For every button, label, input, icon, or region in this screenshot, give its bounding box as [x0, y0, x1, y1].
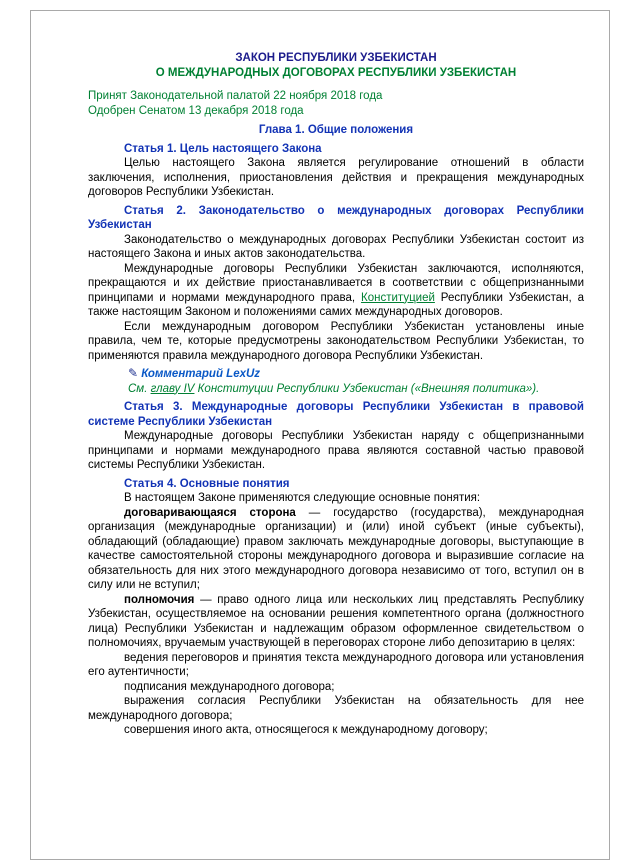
- comment-label-text: Комментарий LexUz: [141, 368, 261, 380]
- pencil-icon: ✎: [128, 366, 139, 380]
- paragraph-segment: См.: [128, 382, 151, 395]
- article-4-item-3: выражения согласия Республики Узбекистан на обязательность для нее международного договора;: [88, 695, 584, 722]
- approved-line: Одобрен Сенатом 13 декабря 2018 года: [88, 104, 304, 117]
- article-4-item-4: совершения иного акта, относящегося к международному договору;: [124, 724, 488, 736]
- article-2-paragraph-1: Законодательство о международных договорах Республики Узбекистан состоит из настоящего Закона и иных актов законодательства.: [88, 233, 584, 260]
- article-2-paragraph-2: [88, 262, 584, 320]
- paragraph-segment: Международные договоры Республики Узбекистан заключаются, исполняются, прекращаются и их действие приостанавливается в соответствии с общепризнанными принципами и нормами международного права,: [88, 262, 584, 304]
- article-4-item-1: ведения переговоров и принятия текста международного договора или установления его аутентичности;: [88, 651, 584, 678]
- law-subtitle: О МЕЖДУНАРОДНЫХ ДОГОВОРАХ РЕСПУБЛИКИ УЗБЕКИСТАН: [155, 66, 517, 79]
- chapter-1-heading: Глава 1. Общие положения: [258, 124, 414, 136]
- paragraph-segment: Конституции Республики Узбекистан («Внешняя политика»).: [194, 382, 540, 395]
- article-4-intro: В настоящем Законе применяются следующие основные понятия:: [124, 492, 481, 504]
- article-4-heading: Статья 4. Основные понятия: [124, 477, 290, 490]
- article-3-heading: Статья 3. Международные договоры Республики Узбекистан в правовой системе Республики Узбекистан: [88, 401, 584, 428]
- article-2-paragraph-3: Если международным договором Республики Узбекистан установлены иные правила, чем те, которые предусмотрены законодательством Республики Узбекистан, то применяются правила международного договора Республики Узбекистан.: [88, 320, 584, 362]
- article-4-term-1: [88, 506, 584, 593]
- lexuz-comment-reference: [88, 382, 584, 397]
- chapter-iv-link[interactable]: главу IV: [150, 382, 195, 395]
- paragraph-segment: — государство (государства), международная организация (международные организации) и (или) иной субъект (иные субъекты), обладающий (обладающие) правом заключать международные договоры, выступающие в качестве самостоятельной стороны международного договора и выразившие согласие на обязательность для них этого международного договора независимо от того, вступил он в силу или не вступил;: [88, 506, 584, 591]
- article-4-term-2: [88, 593, 584, 651]
- paragraph-segment: Республики Узбекистан, а также настоящим Законом и положениями самих международных договоров.: [88, 291, 585, 318]
- article-4-item-2: подписания международного договора;: [124, 680, 335, 693]
- article-2-heading: Статья 2. Законодательство о международных договорах Республики Узбекистан: [88, 204, 584, 231]
- constitution-link[interactable]: Конституцией: [361, 291, 435, 304]
- article-1-paragraph: Целью настоящего Закона является регулирование отношений в области заключения, исполнения, приостановления действия и прекращения международных договоров Республики Узбекистан.: [88, 157, 584, 198]
- article-1-heading: Статья 1. Цель настоящего Закона: [124, 142, 322, 155]
- law-title: ЗАКОН РЕСПУБЛИКИ УЗБЕКИСТАН: [235, 52, 437, 64]
- document-page: [30, 10, 610, 860]
- lexuz-comment-label: [88, 366, 584, 382]
- term-name: договаривающаяся сторона: [124, 506, 296, 519]
- adopted-line: Принят Законодательной палатой 22 ноября 2018 года: [88, 90, 383, 102]
- term-name: полномочия: [124, 593, 195, 606]
- article-3-paragraph: Международные договоры Республики Узбекистан наряду с общепризнанными принципами и нормами международного права являются составной частью правовой системы Республики Узбекистан.: [88, 430, 584, 471]
- paragraph-segment: — право одного лица или нескольких лиц представлять Республику Узбекистан, осуществляемое на основании решения компетентного органа (должностного лица) Республики Узбекистан и надлежащим образом оформленное свидетельством о полномочиях, вручаемым участвующей в переговорах стороне либо депозитарию в целях:: [88, 593, 584, 649]
